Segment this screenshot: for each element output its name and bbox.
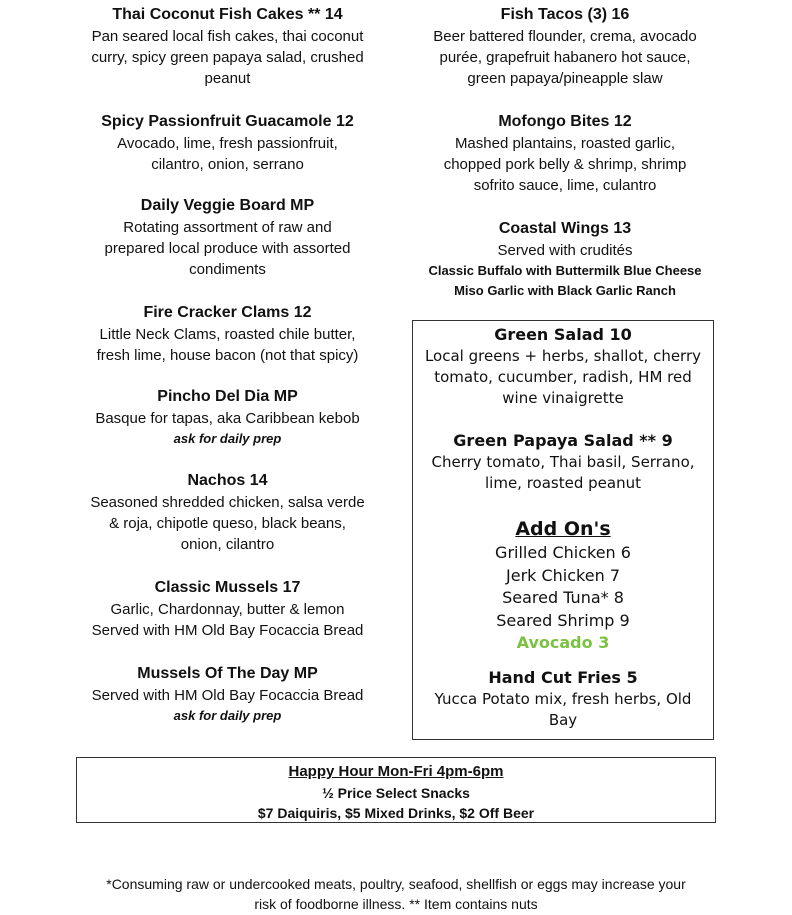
- addon-avocado: Avocado 3: [516, 633, 610, 652]
- menu-item-fire-cracker-clams: [60, 302, 395, 366]
- item-title: Coastal Wings 13: [498, 220, 632, 237]
- happy-hour-line: ½ Price Select Snacks: [322, 785, 470, 801]
- item-desc-line: purée, grapefruit habanero hot sauce,: [439, 49, 691, 66]
- item-title: Classic Mussels 17: [154, 579, 301, 596]
- menu-item-nachos: [60, 470, 395, 555]
- salads-addons-box: [412, 320, 714, 740]
- item-desc-line: Garlic, Chardonnay, butter & lemon: [110, 601, 345, 618]
- item-desc-line: tomato, cucumber, radish, HM red: [434, 368, 692, 386]
- addon-seared-shrimp: Seared Shrimp 9: [496, 610, 630, 630]
- item-title: Mofongo Bites 12: [498, 113, 632, 130]
- right-menu-column: [405, 4, 725, 301]
- item-desc-line: Basque for tapas, aka Caribbean kebob: [95, 410, 360, 427]
- item-desc-line: & roja, chipotle queso, black beans,: [109, 515, 346, 532]
- item-title: Mussels Of The Day MP: [137, 665, 318, 682]
- item-desc-line: Seasoned shredded chicken, salsa verde: [90, 494, 365, 511]
- item-desc-line: Mashed plantains, roasted garlic,: [454, 135, 676, 152]
- menu-item-guacamole: [60, 111, 395, 175]
- menu-item-mofongo-bites: [405, 111, 725, 196]
- item-desc-line: Served with HM Old Bay Focaccia Bread: [91, 687, 364, 704]
- menu-item-pincho: [60, 386, 395, 449]
- item-desc-line: cilantro, onion, serrano: [151, 156, 304, 173]
- item-desc-line: Yucca Potato mix, fresh herbs, Old: [434, 689, 692, 708]
- menu-item-mussels-of-the-day: [60, 663, 395, 726]
- item-title: Pincho Del Dia MP: [157, 388, 298, 405]
- wing-flavor: Classic Buffalo with Buttermilk Blue Cheese: [428, 263, 702, 278]
- left-menu-column: [60, 4, 395, 726]
- addon-seared-tuna: Seared Tuna* 8: [502, 588, 624, 607]
- item-title: Daily Veggie Board MP: [140, 197, 315, 214]
- item-title: Fish Tacos (3) 16: [500, 6, 630, 23]
- item-note: ask for daily prep: [173, 708, 282, 723]
- item-title: Hand Cut Fries 5: [488, 667, 638, 687]
- item-desc-line: condiments: [189, 261, 266, 278]
- happy-hour-box: [76, 757, 716, 823]
- menu-item-veggie-board: [60, 195, 395, 280]
- item-desc-line: Local greens + herbs, shallot, cherry: [424, 347, 702, 365]
- item-desc-line: Bay: [548, 710, 578, 729]
- item-desc-line: prepared local produce with assorted: [104, 240, 351, 257]
- item-desc-line: chopped pork belly & shrimp, shrimp: [443, 156, 687, 173]
- item-title: Green Papaya Salad ** 9: [453, 431, 673, 450]
- menu-item-green-salad: [413, 324, 713, 409]
- item-desc-line: green papaya/pineapple slaw: [467, 70, 663, 87]
- item-desc-line: sofrito sauce, lime, culantro: [473, 177, 657, 194]
- item-title: Spicy Passionfruit Guacamole 12: [101, 113, 354, 130]
- menu-item-thai-fish-cakes: [60, 4, 395, 89]
- wing-flavor: Miso Garlic with Black Garlic Ranch: [454, 283, 676, 298]
- addon-jerk-chicken: Jerk Chicken 7: [506, 565, 620, 585]
- disclaimer-line: risk of foodborne illness. ** Item contains nuts: [254, 896, 538, 912]
- item-note: ask for daily prep: [173, 431, 282, 446]
- item-title: Nachos 14: [187, 472, 268, 489]
- menu-item-fish-tacos: [405, 4, 725, 89]
- menu-item-coastal-wings: [405, 218, 725, 301]
- item-desc-line: lime, roasted peanut: [485, 474, 641, 492]
- addon-grilled-chicken: Grilled Chicken 6: [495, 543, 631, 562]
- item-title: Green Salad 10: [494, 325, 632, 344]
- item-desc-line: fresh lime, house bacon (not that spicy): [96, 347, 359, 364]
- menu-item-green-papaya-salad: [413, 430, 713, 494]
- happy-hour-heading: Happy Hour Mon-Fri 4pm-6pm: [288, 763, 504, 780]
- happy-hour-line: $7 Daiquiris, $5 Mixed Drinks, $2 Off Beer: [257, 805, 535, 821]
- item-desc-line: Served with crudités: [497, 242, 633, 259]
- item-desc-line: Beer battered flounder, crema, avocado: [433, 28, 697, 45]
- item-desc-line: Served with HM Old Bay Focaccia Bread: [91, 622, 364, 639]
- item-desc-line: Little Neck Clams, roasted chile butter,: [99, 326, 356, 343]
- item-desc-line: peanut: [204, 70, 251, 87]
- item-desc-line: Avocado, lime, fresh passionfruit,: [117, 135, 338, 152]
- item-desc-line: Pan seared local fish cakes, thai coconut: [91, 28, 364, 45]
- item-desc-line: Rotating assortment of raw and: [123, 219, 332, 236]
- item-desc-line: Cherry tomato, Thai basil, Serrano,: [431, 453, 695, 471]
- disclaimer-line: *Consuming raw or undercooked meats, poultry, seafood, shellfish or eggs may increase your: [106, 876, 686, 892]
- menu-item-hand-cut-fries: [413, 667, 713, 731]
- menu-item-classic-mussels: [60, 577, 395, 641]
- foodborne-illness-disclaimer: [60, 874, 732, 914]
- item-desc-line: wine vinaigrette: [502, 389, 624, 407]
- item-title: Thai Coconut Fish Cakes ** 14: [112, 6, 343, 23]
- item-title: Fire Cracker Clams 12: [143, 304, 312, 321]
- item-desc-line: curry, spicy green papaya salad, crushed: [91, 49, 364, 66]
- addons-heading: Add On's: [515, 518, 611, 540]
- item-desc-line: onion, cilantro: [180, 536, 275, 553]
